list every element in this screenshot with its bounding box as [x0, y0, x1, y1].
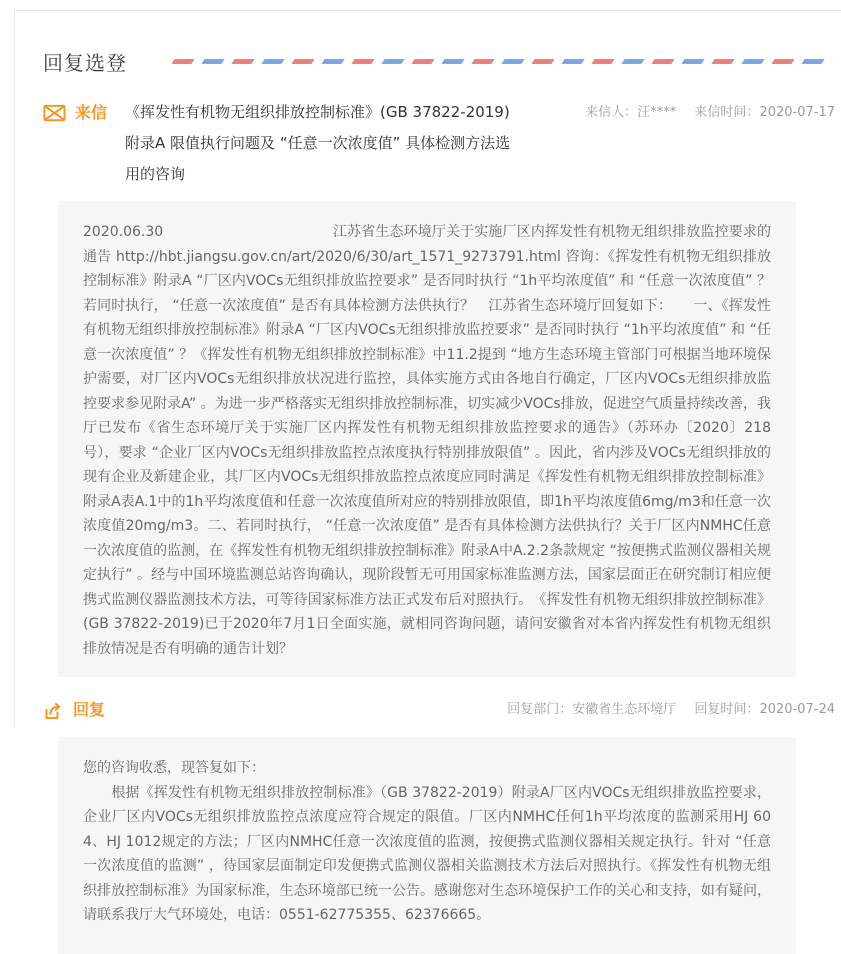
letter-sender-label: 来信人：	[585, 105, 638, 120]
reply-share-icon	[43, 701, 64, 726]
reply-dept	[507, 697, 676, 723]
letter-header	[43, 100, 835, 190]
reply-dept-label: 回复部门：	[507, 702, 573, 717]
letter-content-box	[58, 201, 796, 677]
letter-title: 《挥发性有机物无组织排放控制标准》(GB 37822-2019)附录A 限值执行问题及 “任意一次浓度值” 具体检测方法选用的咨询	[125, 103, 511, 183]
reply-time	[694, 697, 835, 723]
letter-meta	[585, 100, 835, 126]
letter-label: 来信	[75, 103, 108, 122]
letter-sender	[585, 100, 676, 126]
envelope-icon	[43, 104, 66, 126]
content-card	[14, 10, 841, 923]
decor-dashed-line	[171, 59, 834, 64]
page-title: 回复选登	[43, 51, 127, 75]
letter-time-label: 来信时间：	[694, 105, 760, 120]
letter-sender-value: 汪****	[637, 105, 677, 120]
reply-content: 根据《挥发性有机物无组织排放控制标准》（GB 37822-2019）附录A厂区内VOCs无组织排放监控要求，企业厂区内VOCs无组织排放监控点浓度应符合规定的限值。厂区内NMHC任何1h平均浓度的监测采用HJ 604、HJ 1012规定的方法；厂区内NMHC任意一次浓度值的监测，按便携式监测仪器相关规定执行。针对 “任意一次浓度值的监测” ，待国家层面制定印发便携式监测仪器相关监测技术方法后对照执行。《挥发性有机物无组织排放控制标准》为国家标准，生态环境部已统一公告。感谢您对生态环境保护工作的关心和支持，如有疑问，请联系我厅大气环境处，电话：0551-62775355、62376665。	[83, 784, 771, 923]
reply-meta	[507, 697, 835, 723]
reply-dept-value: 安徽省生态环境厅	[572, 702, 677, 717]
reply-content-box	[58, 737, 796, 954]
letter-time-value: 2020-07-17	[759, 105, 835, 120]
letter-content: 2020.06.30 江苏省生态环境厅关于实施厂区内挥发性有机物无组织排放监控要求的通告 http://hbt.jiangsu.gov.cn/art/2020/6/30/art_1571_9273791.html 咨询：《挥发性有机物无组织排放控制标准》附录A “厂区内VOCs无组织排放监控要求” 是否同时执行 “1h平均浓度值” 和 “任意一次浓度值” ？若同时执行， “任意一次浓度值” 是否有具体检测方法供执行？ 江苏省生态环境厅回复如下： 一、《挥发性有机物无组织排放控制标准》附录A “厂区内VOCs无组织排放监控要求” 是否同时执行 “1h平均浓度值” 和 “任意一次浓度值” ？《挥发性有机物无组织排放控制标准》中11.2提到 “地方生态环境主管部门可根据当地环境保护需要，对厂区内VOCs无组织排放状况进行监控，具体实施方式由各地自行确定，厂区内VOCs无组织排放监控要求参见附录A” 。为进一步严格落实无组织排放控制标准，切实减少VOCs排放，促进空气质量持续改善，我厅已发布《省生态环境厅关于实施厂区内挥发性有机物无组织排放监控要求的通告》（苏环办〔2020〕218号），要求 “企业厂区内VOCs无组织排放监控点浓度执行特别排放限值” 。因此，省内涉及VOCs无组织排放的现有企业及新建企业，其厂区内VOCs无组织排放监控点浓度应同时满足《挥发性有机物无组织排放控制标准》附录A表A.1中的1h平均浓度值和任意一次浓度值所对应的特别排放限值，即1h平均浓度值6mg/m3和任意一次浓度值20mg/m3。二、若同时执行， “任意一次浓度值” 是否有具体检测方法供执行？关于厂区内NMHC任意一次浓度值的监测，在《挥发性有机物无组织排放控制标准》附录A中A.2.2条款规定 “按便携式监测仪器相关规定执行” 。经与中国环境监测总站咨询确认，现阶段暂无可用国家标准监测方法，国家层面正在研究制订相应便携式监测仪器监测技术方法，可等待国家标准方法正式发布后对照执行。 《挥发性有机物无组织排放控制标准》(GB 37822-2019)已于2020年7月1日全面实施，就相同咨询问题，请问安徽省对本省内挥发性有机物无组织排放情况是否有明确的通告计划？	[83, 224, 771, 657]
reply-time-label: 回复时间：	[694, 702, 760, 717]
reply-header	[43, 697, 835, 726]
reply-greeting: 您的咨询收悉，现答复如下：	[83, 760, 265, 776]
letter-time	[694, 100, 835, 126]
reply-time-value: 2020-07-24	[759, 702, 835, 717]
reply-label: 回复	[73, 700, 106, 719]
section-header	[43, 11, 835, 76]
